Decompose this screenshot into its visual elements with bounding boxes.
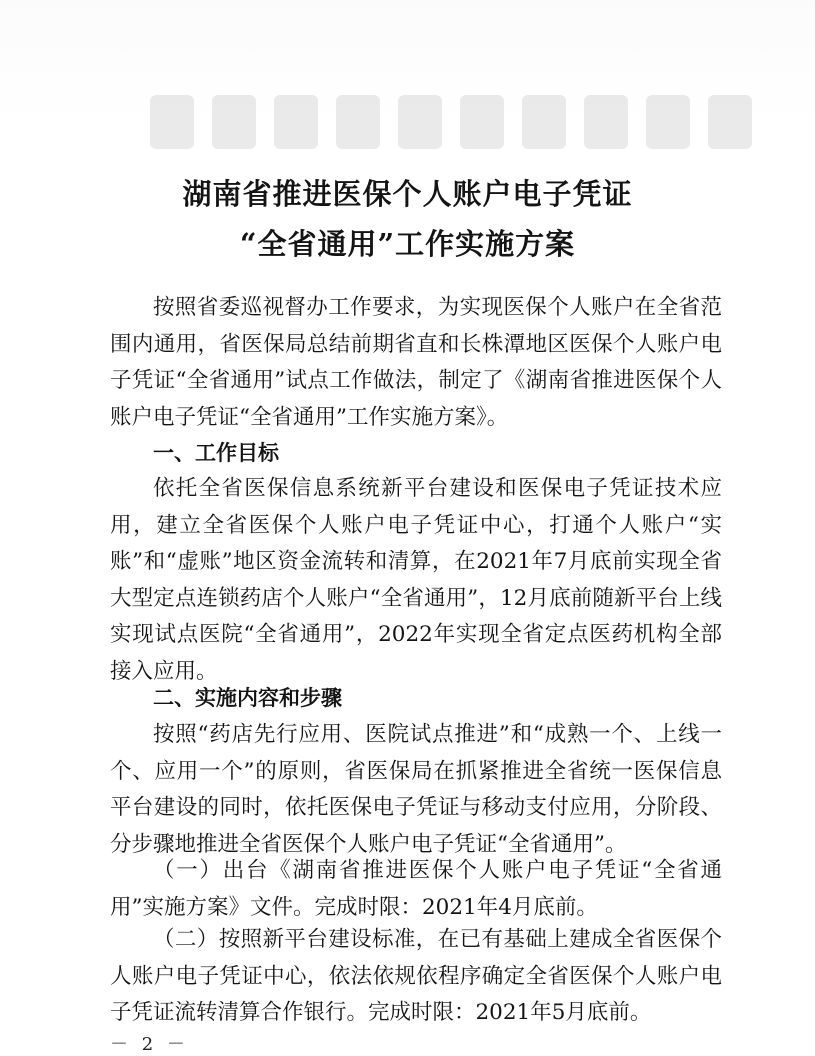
intro-paragraph: 按照省委巡视督办工作要求，为实现医保个人账户在全省范围内通用，省医保局总结前期省直和长株潭地区医保个人账户电子凭证“全省通用”试点工作做法，制定了《湖南省推进医保个人账户电子凭证“全省通用”工作实施方案》。 (110, 295, 722, 430)
section2-heading: 二、实施内容和步骤 (153, 686, 342, 710)
step1-paragraph: （一）出台《湖南省推进医保个人账户电子凭证“全省通用”实施方案》文件。完成时限：2021年4月底前。 (110, 858, 722, 920)
step2-paragraph: （二）按照新平台建设标准，在已有基础上建成全省医保个人账户电子凭证中心，依法依规依程序确定全省医保个人账户电子凭证流转清算合作银行。完成时限：2021年5月底前。 (110, 927, 722, 1025)
document-title-line2: “全省通用”工作实施方案 (239, 227, 576, 261)
section1-heading: 一、工作目标 (153, 441, 279, 465)
page-number: － 2 － (110, 1034, 189, 1055)
section1-paragraph: 依托全省医保信息系统新平台建设和医保电子凭证技术应用，建立全省医保个人账户电子凭证中心，打通个人账户“实账”和“虚账”地区资金流转和清算，在2021年7月底前实现全省大型定点连锁药店个人账户“全省通用”，12月底前随新平台上线实现试点医院“全省通用”，2022年实现全省定点医药机构全部接入应用。 (110, 476, 722, 684)
bleed-through-shadow (150, 95, 815, 155)
document-title-line1: 湖南省推进医保个人账户电子凭证 (182, 177, 633, 211)
section2-paragraph: 按照“药店先行应用、医院试点推进”和“成熟一个、上线一个、应用一个”的原则，省医保局在抓紧推进全省统一医保信息平台建设的同时，依托医保电子凭证与移动支付应用，分阶段、分步骤地推进全省医保个人账户电子凭证“全省通用”。 (110, 722, 722, 857)
